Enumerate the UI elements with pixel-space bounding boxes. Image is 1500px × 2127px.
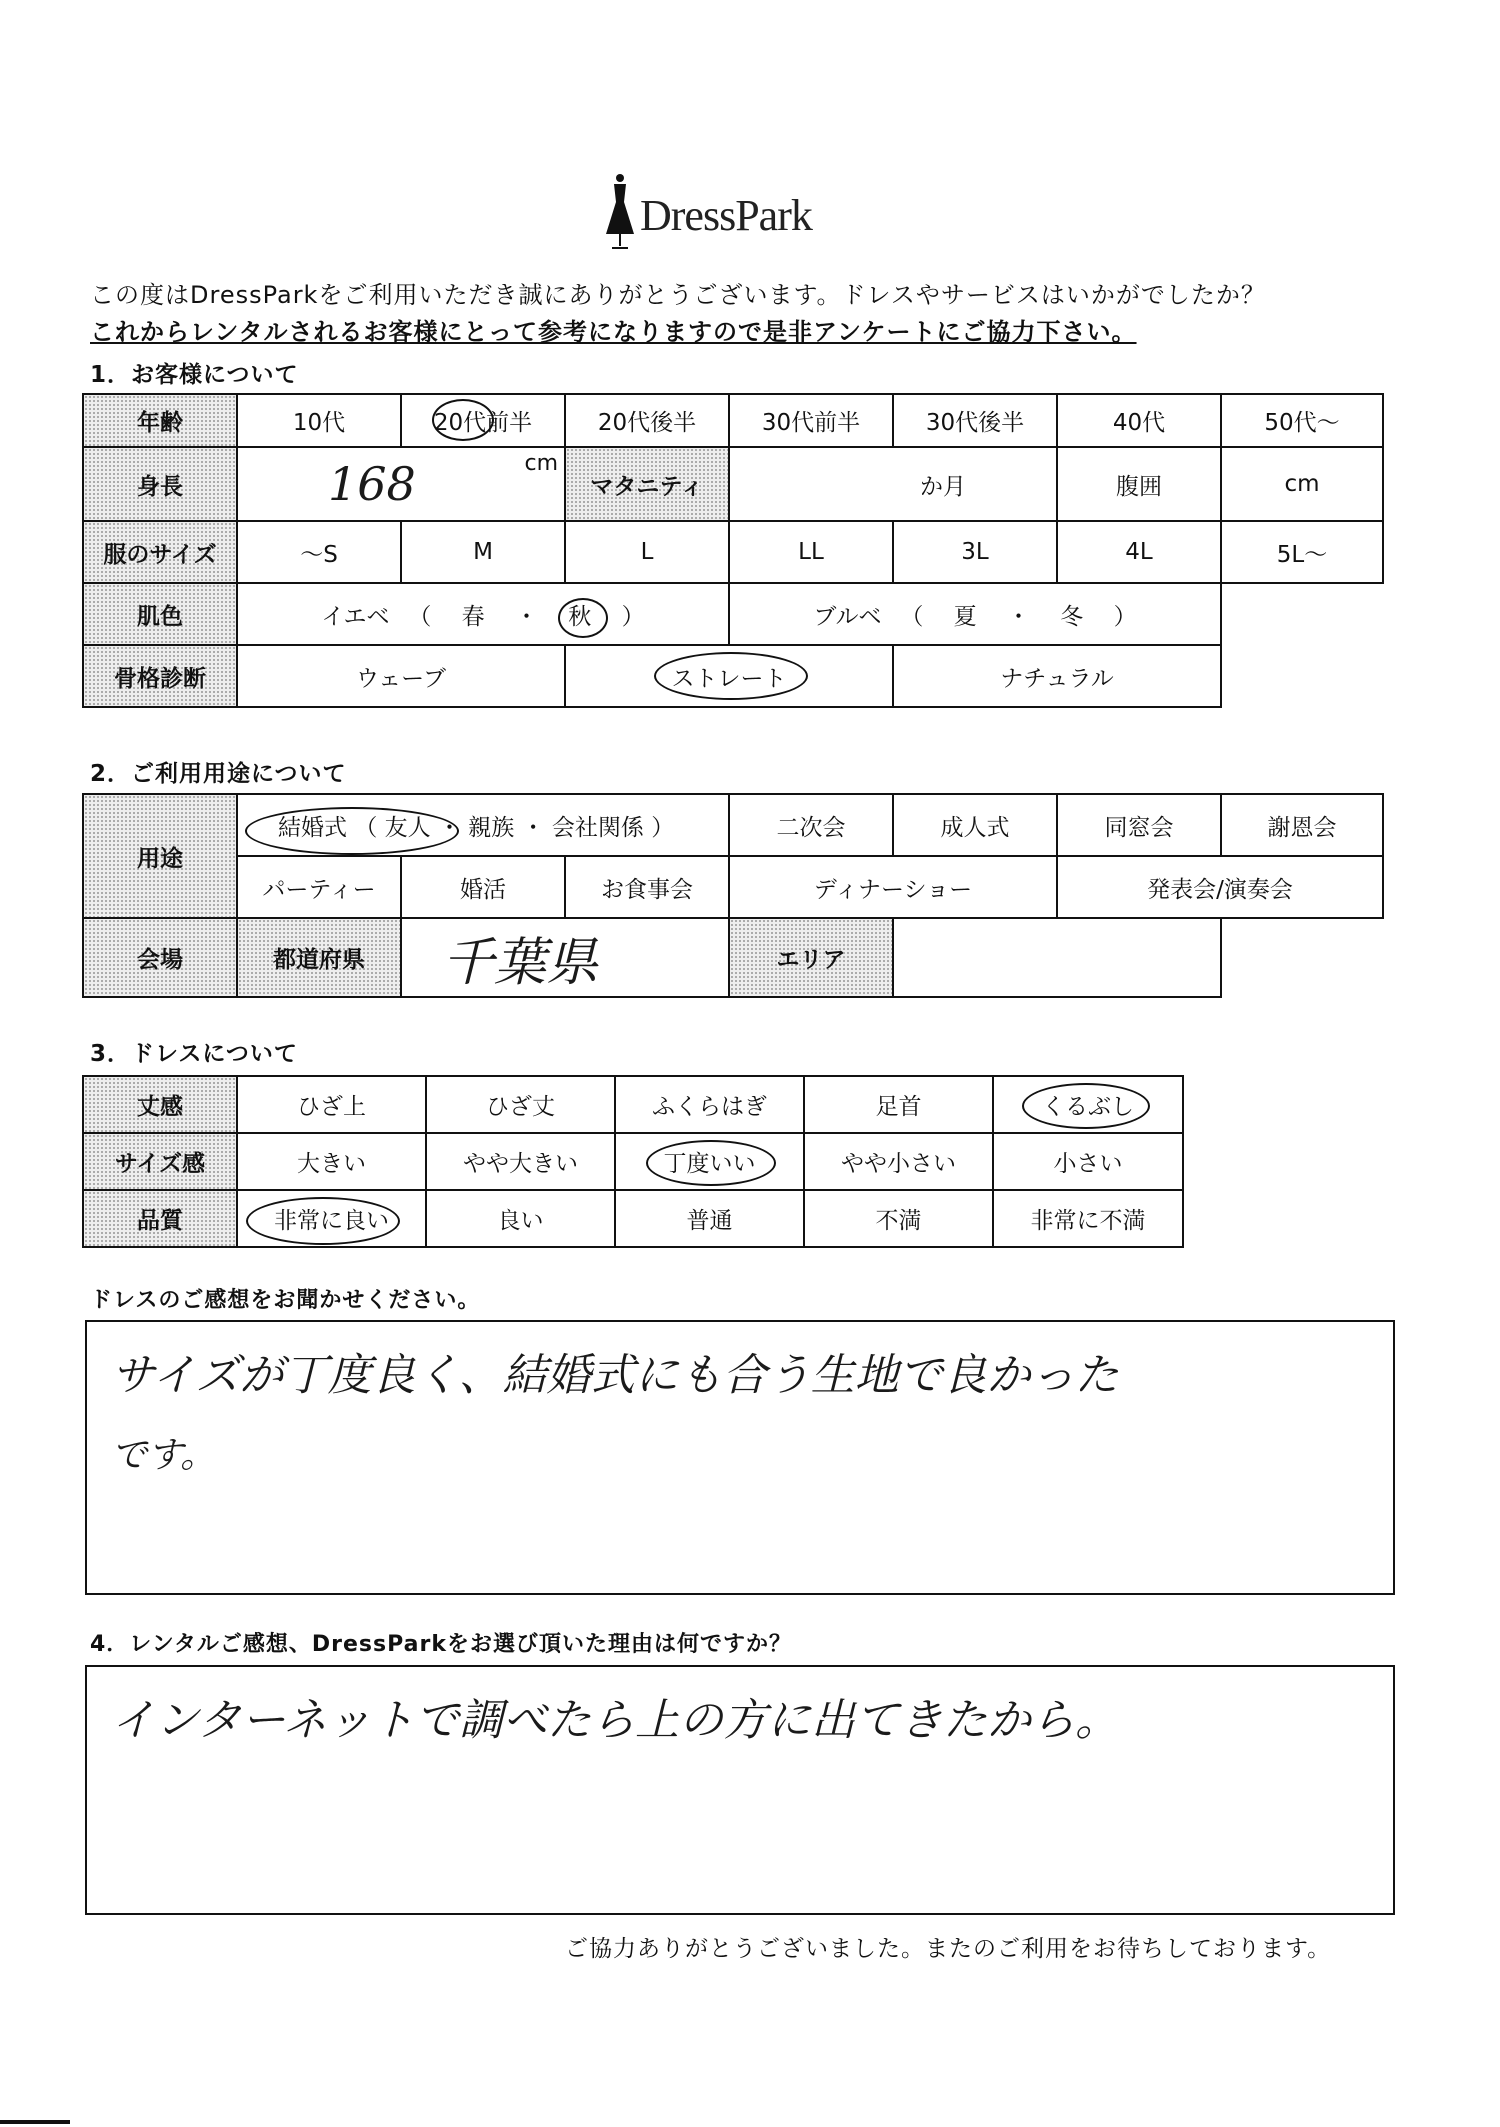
wedding-label-wrap (278, 815, 354, 841)
length-option-selected[interactable] (993, 1076, 1183, 1133)
size-option[interactable]: ～S (237, 521, 401, 583)
blue-option[interactable]: 夏 (953, 603, 977, 630)
yellow-option-label: 秋 (568, 603, 592, 630)
usage-option[interactable]: 二次会 (729, 794, 893, 856)
usage-option[interactable]: 発表会/演奏会 (1057, 856, 1383, 918)
blue-option[interactable]: 冬 (1060, 603, 1084, 630)
customer-table (82, 393, 1384, 708)
fit-option[interactable]: やや小さい (804, 1133, 993, 1190)
yellow-option[interactable]: 春 (461, 603, 485, 630)
usage-option[interactable]: ディナーショー (729, 856, 1057, 918)
dress-table (82, 1075, 1184, 1248)
wedding-option-selected[interactable] (385, 815, 438, 841)
prefecture-label: 都道府県 (237, 918, 401, 997)
prefecture-field[interactable] (401, 918, 729, 997)
age-option[interactable]: 30代前半 (729, 394, 893, 447)
age-option[interactable]: 20代後半 (565, 394, 729, 447)
venue-label: 会場 (83, 918, 237, 997)
usage-option[interactable]: 成人式 (893, 794, 1057, 856)
impression-answer-box[interactable] (85, 1320, 1395, 1595)
fit-option[interactable]: 大きい (237, 1133, 426, 1190)
usage-option[interactable]: 謝恩会 (1221, 794, 1383, 856)
dress-icon (600, 168, 640, 258)
impression-line-2: です。 (111, 1435, 217, 1476)
wedding-option[interactable]: 会社関係 (551, 814, 644, 841)
usage-table (82, 793, 1384, 998)
dresspark-logo (600, 168, 840, 268)
frame-row (83, 645, 1383, 707)
wedding-label: 結婚式 (278, 814, 347, 841)
quality-option[interactable]: 良い (426, 1190, 615, 1247)
length-row (83, 1076, 1183, 1133)
quality-option-selected[interactable] (237, 1190, 426, 1247)
length-option[interactable]: ふくらはぎ (615, 1076, 804, 1133)
yellow-base-label: イエベ (321, 603, 390, 630)
months-unit: か月 (920, 473, 966, 500)
usage-option[interactable]: パーティー (237, 856, 401, 918)
quality-row (83, 1190, 1183, 1247)
frame-option[interactable]: ウェーブ (237, 645, 565, 707)
skin-label: 肌色 (83, 583, 237, 645)
section2-title: 2．ご利用用途について (90, 761, 347, 787)
reason-answer: インターネットで調べたら上の方に出てきたから。 (111, 1695, 1120, 1746)
fit-option-selected[interactable] (615, 1133, 804, 1190)
waist-label: 腹囲 (1057, 447, 1221, 521)
section1-title: 1．お客様について (90, 362, 299, 388)
maternity-label: マタニティ (565, 447, 729, 521)
usage-option[interactable]: お食事会 (565, 856, 729, 918)
length-option[interactable]: ひざ上 (237, 1076, 426, 1133)
size-option[interactable]: 4L (1057, 521, 1221, 583)
frame-option-selected[interactable] (565, 645, 893, 707)
skin-row (83, 583, 1383, 645)
age-option-selected[interactable] (401, 394, 565, 447)
size-option[interactable]: 5L～ (1221, 521, 1383, 583)
waist-field[interactable] (1221, 447, 1383, 521)
size-option[interactable]: L (565, 521, 729, 583)
wedding-sep: ・ (437, 814, 461, 841)
reason-answer-box[interactable] (85, 1665, 1395, 1915)
wedding-option-label: 友人 (384, 814, 431, 841)
impression-question: ドレスのご感想をお聞かせください。 (90, 1288, 481, 1313)
frame-option[interactable]: ナチュラル (893, 645, 1221, 707)
wedding-option[interactable]: 親族 (468, 814, 515, 841)
yellow-option-selected[interactable] (568, 604, 598, 630)
size-option[interactable]: M (401, 521, 565, 583)
intro-line-2: これからレンタルされるお客様にとって参考になりますので是非アンケートにご協力下さい。 (90, 318, 1137, 346)
usage-label: 用途 (83, 794, 237, 918)
size-option[interactable]: LL (729, 521, 893, 583)
age-label: 年齢 (83, 394, 237, 447)
size-row (83, 521, 1383, 583)
usage-option[interactable]: 同窓会 (1057, 794, 1221, 856)
length-option[interactable]: ひざ丈 (426, 1076, 615, 1133)
fit-row (83, 1133, 1183, 1190)
length-option-label: くるぶし (1042, 1094, 1134, 1120)
thanks-message: ご協力ありがとうございました。またのご利用をお待ちしております。 (565, 1936, 1332, 1962)
age-row (83, 394, 1383, 447)
area-label: エリア (729, 918, 893, 997)
usage-row-2 (83, 856, 1383, 918)
impression-line-1: サイズが丁度良く、結婚式にも合う生地で良かった (111, 1350, 1119, 1401)
height-unit: cm (524, 451, 558, 476)
wedding-close-paren: ） (651, 814, 675, 841)
height-field[interactable] (237, 447, 565, 521)
scan-edge-mark (0, 2120, 70, 2124)
fit-label: サイズ感 (83, 1133, 237, 1190)
age-option[interactable]: 40代 (1057, 394, 1221, 447)
wedding-field[interactable] (237, 794, 729, 856)
blue-base-label: ブルベ (813, 603, 882, 630)
fit-option[interactable]: やや大きい (426, 1133, 615, 1190)
height-value: 168 (328, 457, 416, 511)
section3-title: 3．ドレスについて (90, 1041, 298, 1067)
quality-option[interactable]: 非常に不満 (993, 1190, 1183, 1247)
venue-row (83, 918, 1383, 997)
age-option-label: 20代前半 (433, 410, 533, 436)
maternity-months-field[interactable] (729, 447, 1057, 521)
wedding-sep: ・ (521, 814, 545, 841)
section4-question: 4．レンタルご感想、DressParkをお選び頂いた理由は何ですか？ (90, 1632, 792, 1657)
frame-label: 骨格診断 (83, 645, 237, 707)
age-option[interactable]: 50代～ (1221, 394, 1383, 447)
wedding-open-paren: （ (354, 814, 378, 841)
fit-option-label: 丁度いい (663, 1151, 756, 1177)
length-option[interactable]: 足首 (804, 1076, 993, 1133)
blue-base-field[interactable]: ブルベ （ 夏 ・ 冬 ） (729, 583, 1221, 645)
size-label: 服のサイズ (83, 521, 237, 583)
frame-option-label: ストレート (671, 665, 787, 692)
quality-option[interactable]: 不満 (804, 1190, 993, 1247)
intro-line-1: この度はDressParkをご利用いただき誠にありがとうございます。ドレスやサービスはいかがでしたか？ (90, 281, 1266, 309)
length-label: 丈感 (83, 1076, 237, 1133)
quality-option-label: 非常に良い (274, 1208, 389, 1234)
waist-unit: cm (1284, 471, 1320, 497)
age-option[interactable]: 10代 (237, 394, 401, 447)
age-option[interactable]: 30代後半 (893, 394, 1057, 447)
height-label: 身長 (83, 447, 237, 521)
fit-option[interactable]: 小さい (993, 1133, 1183, 1190)
size-option[interactable]: 3L (893, 521, 1057, 583)
yellow-base-field[interactable]: イエベ （ 春 ・ 秋 ） (237, 583, 729, 645)
area-field[interactable] (893, 918, 1221, 997)
usage-row-1 (83, 794, 1383, 856)
usage-option[interactable]: 婚活 (401, 856, 565, 918)
quality-option[interactable]: 普通 (615, 1190, 804, 1247)
quality-label: 品質 (83, 1190, 237, 1247)
prefecture-value: 千葉県 (442, 933, 599, 993)
brand-name: DressPark (640, 191, 812, 240)
height-row (83, 447, 1383, 521)
